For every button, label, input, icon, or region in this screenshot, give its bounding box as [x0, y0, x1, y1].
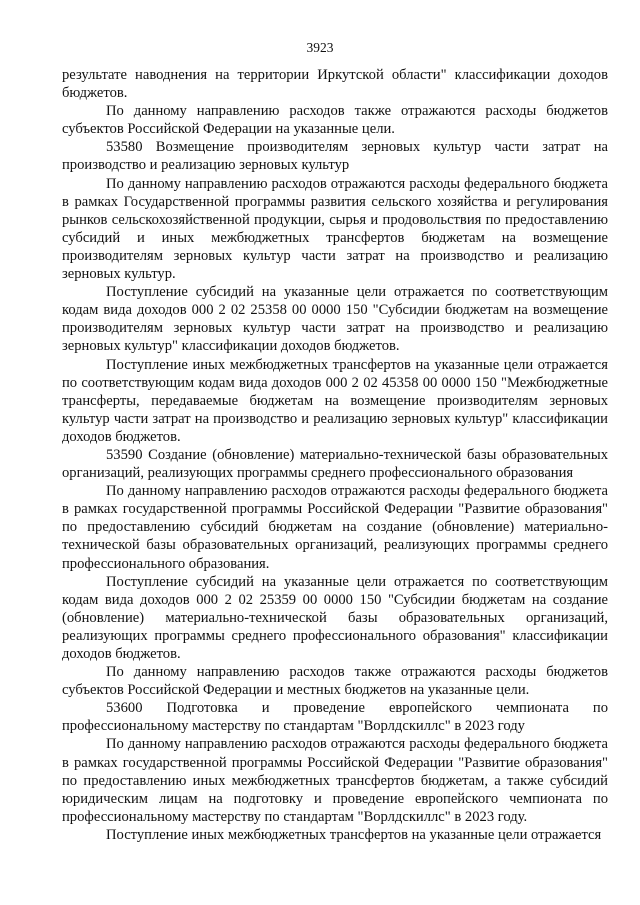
page-number: 3923 [306, 40, 334, 55]
paragraph: Поступление субсидий на указанные цели отражается по соответствующим кодам вида доходов 000 2 02 25358 00 0000 150 "Субсидии бюджетам на возмещение производителям зерновых культур части затрат на производство и реализацию зерновых культур" классификации доходов бюджетов. [62, 284, 608, 355]
paragraph: По данному направлению расходов также отражаются расходы бюджетов субъектов Российской Федерации на указанные цели. [62, 103, 608, 138]
paragraph: Поступление субсидий на указанные цели отражается по соответствующим кодам вида доходов 000 2 02 25359 00 0000 150 "Субсидии бюджетам на создание (обновление) материально-технической базы образовательных организаций, реализующих программы среднего профессионального образования" классификации доходов бюджетов. [62, 573, 608, 662]
paragraph: 53590 Создание (обновление) материально-технической базы образовательных организаций, реализующих программы среднего профессионального образования [62, 446, 608, 482]
paragraph: 53580 Возмещение производителям зерновых культур части затрат на производство и реализацию зерновых культур [62, 139, 608, 174]
paragraph: По данному направлению расходов отражаются расходы федерального бюджета в рамках государственной программы Российской Федерации "Развитие образования" по предоставлению субсидий бюджетам на создание (обновление) материально-технической базы образовательных организаций, реализующих программы среднего профессионального образования. [62, 483, 608, 572]
paragraph: 53600 Подготовка и проведение европейского чемпионата по профессиональному мастерству по стандартам "Ворлдскиллс" в 2023 году [62, 700, 608, 735]
paragraph: Поступление иных межбюджетных трансфертов на указанные цели отражается по соответствующим кодам вида доходов 000 2 02 45358 00 0000 150 "Межбюджетные трансферты, передаваемые бюджетам на возмещение производителям зерновых культур части затрат на производство и реализацию зерновых культур" классификации доходов бюджетов. [62, 356, 608, 445]
paragraph: Поступление иных межбюджетных трансфертов на указанные цели отражается [106, 826, 602, 843]
paragraph: По данному направлению расходов отражаются расходы федерального бюджета в рамках Государственной программы развития сельского хозяйства и регулирования рынков сельскохозяйственной продукции, сырья и продовольствия по предоставлению субсидий и иных межбюджетных трансфертов бюджетам на возмещение производителям зерновых культур части затрат на производство и реализацию зерновых культур. [62, 175, 608, 283]
paragraph: результате наводнения на территории Иркутской области" классификации доходов бюджетов. [62, 67, 608, 102]
body-text [62, 66, 608, 844]
paragraph: По данному направлению расходов отражаются расходы федерального бюджета в рамках государственной программы Российской Федерации "Развитие образования" по предоставлению иных межбюджетных трансфертов бюджетам, а также субсидий юридическим лицам на подготовку и проведение европейского чемпионата по профессиональному мастерству по стандартам "Ворлдскиллс" в 2023 году. [62, 736, 608, 825]
paragraph: По данному направлению расходов также отражаются расходы бюджетов субъектов Российской Федерации и местных бюджетов на указанные цели. [62, 664, 608, 699]
